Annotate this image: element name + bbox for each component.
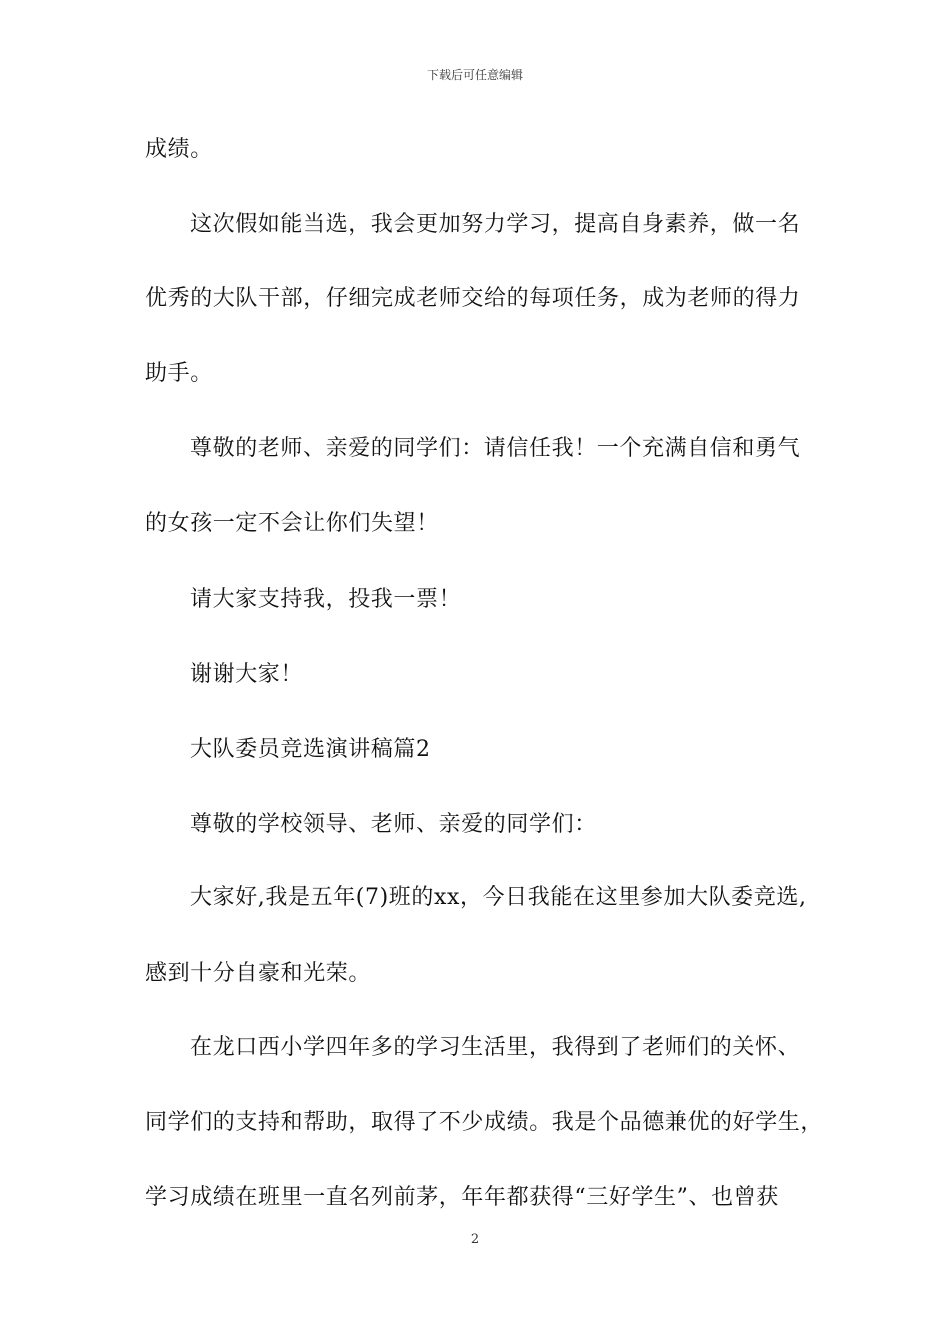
- body-line: 这次假如能当选，我会更加努力学习，提高自身素养，做一名: [190, 212, 801, 237]
- body-line: 的女孩一定不会让你们失望！: [145, 511, 439, 536]
- body-line: 在龙口西小学四年多的学习生活里，我得到了老师们的关怀、: [190, 1035, 801, 1060]
- section-title: 大队委员竞选演讲稿篇2: [190, 737, 431, 762]
- page-number: 2: [470, 1232, 480, 1247]
- body-line: 请大家支持我，投我一票！: [190, 587, 462, 612]
- body-line: 同学们的支持和帮助，取得了不少成绩。我是个品德兼优的好学生，: [145, 1110, 824, 1135]
- body-line: 学习成绩在班里一直名列前茅，年年都获得“三好学生”、也曾获: [145, 1185, 779, 1210]
- body-line: 尊敬的学校领导、老师、亲爱的同学们：: [190, 812, 597, 837]
- body-line: 感到十分自豪和光荣。: [145, 961, 372, 986]
- body-line: 助手。: [145, 361, 213, 386]
- body-line: 尊敬的老师、亲爱的同学们：请信任我！一个充满自信和勇气: [190, 436, 801, 461]
- body-line: 大家好,我是五年(7)班的xx，今日我能在这里参加大队委竞选,: [190, 885, 807, 910]
- body-line: 优秀的大队干部，仔细完成老师交给的每项任务，成为老师的得力: [145, 286, 801, 311]
- body-line: 成绩。: [145, 137, 213, 162]
- body-line: 谢谢大家！: [190, 662, 304, 687]
- page-header: 下载后可任意编辑: [426, 68, 523, 82]
